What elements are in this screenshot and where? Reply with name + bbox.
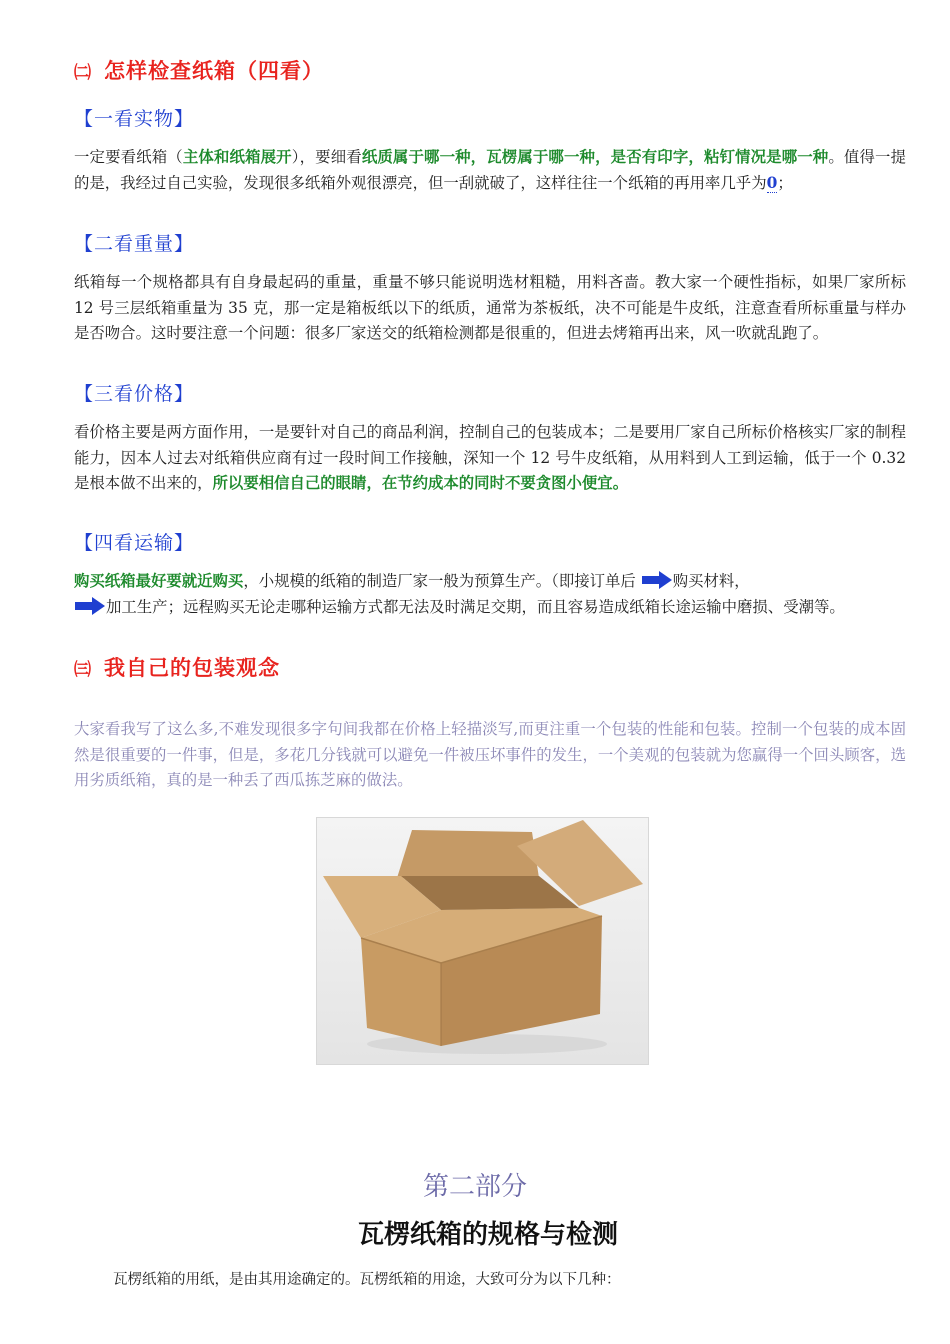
section-number: ㈢ <box>74 660 92 680</box>
subheading-look-object: 【一看实物】 <box>74 108 195 130</box>
text-run: 。值得一提的是，我经过自己实验，发现很多纸箱外观很漂亮，但一刮就破了，这样往往一个纸箱的再用率几乎为 <box>74 148 906 192</box>
paragraph-look-transport <box>74 569 906 620</box>
emphasis-text: 纸质属于哪一种，瓦楞属于哪一种，是否有印字，粘钉情况是哪一种 <box>361 148 829 166</box>
emphasis-text: 购买纸箱最好要就近购买 <box>74 572 244 590</box>
emphasis-text: 所以要相信自己的眼睛，在节约成本的同时不要贪图小便宜。 <box>212 474 629 492</box>
arrow-right-icon <box>74 597 106 615</box>
paragraph-look-price <box>74 420 906 497</box>
text-run: 看价格主要是两方面作用，一是要针对自己的商品利润，控制自己的包装成本；二是要用厂家自己所标价格核实厂家的制程能力，因本人过去对纸箱供应商有过一段时间工作接触，深知一个 12 号牛皮纸箱，从用料到人工到运输，低于一个 0.32 是根本做不出来的， <box>74 423 906 492</box>
text-run: ），要细看 <box>291 148 362 166</box>
text-run: ； <box>777 173 793 192</box>
section-title: 我自己的包装观念 <box>104 656 280 680</box>
arrow-right-icon <box>641 571 673 589</box>
cardboard-box-image <box>316 817 649 1065</box>
zero-value: 0 <box>766 173 778 192</box>
text-run: 一定要看纸箱（ <box>74 148 183 166</box>
subheading-look-transport: 【四看运输】 <box>74 532 195 554</box>
text-run: 加工生产；远程购买无论走哪种运输方式都无法及时满足交期，而且容易造成纸箱长途运输中磨损、受潮等。 <box>106 597 845 616</box>
subheading-look-weight: 【二看重量】 <box>74 233 195 255</box>
section-heading-packaging-view <box>74 652 280 682</box>
section-heading-inspect <box>74 55 324 85</box>
paragraph-look-object <box>74 145 906 196</box>
part-subtitle: 瓦楞纸箱的规格与检测 <box>357 1220 618 1250</box>
paragraph-packaging-view: 大家看我写了这么多,不难发现很多字句间我都在价格上轻描淡写,而更注重一个包装的性能和包装。控制一个包装的成本固然是很重要的一件事，但是，多花几分钱就可以避免一件被压坏事件的发生，一个美观的包装就为您赢得一个回头顾客，选用劣质纸箱，真的是一种丢了西瓜拣芝麻的做法。 <box>74 720 906 789</box>
section-title: 怎样检查纸箱（四看） <box>104 59 324 83</box>
text-run: 购买材料， <box>672 572 750 590</box>
subheading-look-price: 【三看价格】 <box>74 383 195 405</box>
text-run: ，小规模的纸箱的制造厂家一般为预算生产。（即接订单后 <box>243 572 636 590</box>
section-number: ㈡ <box>74 63 92 83</box>
part-title: 第二部分 <box>422 1172 527 1202</box>
emphasis-text: 主体和纸箱展开 <box>182 148 292 166</box>
paragraph-look-weight: 纸箱每一个规格都具有自身最起码的重量，重量不够只能说明选材粗糙，用料吝啬。教大家一个硬性指标，如果厂家所标 12 号三层纸箱重量为 35 克，那一定是箱板纸以下的纸质，通常为茶板纸，决不可能是牛皮纸，注意查看所标重量与样办是否吻合。这时要注意一个问题：很多厂家送交的纸箱检测都是很重的，但进去烤箱再出来，风一吹就乱跑了。 <box>74 273 906 342</box>
intro-text: 瓦楞纸箱的用纸，是由其用途确定的。瓦楞纸箱的用途，大致可分为以下几种： <box>113 1272 621 1288</box>
